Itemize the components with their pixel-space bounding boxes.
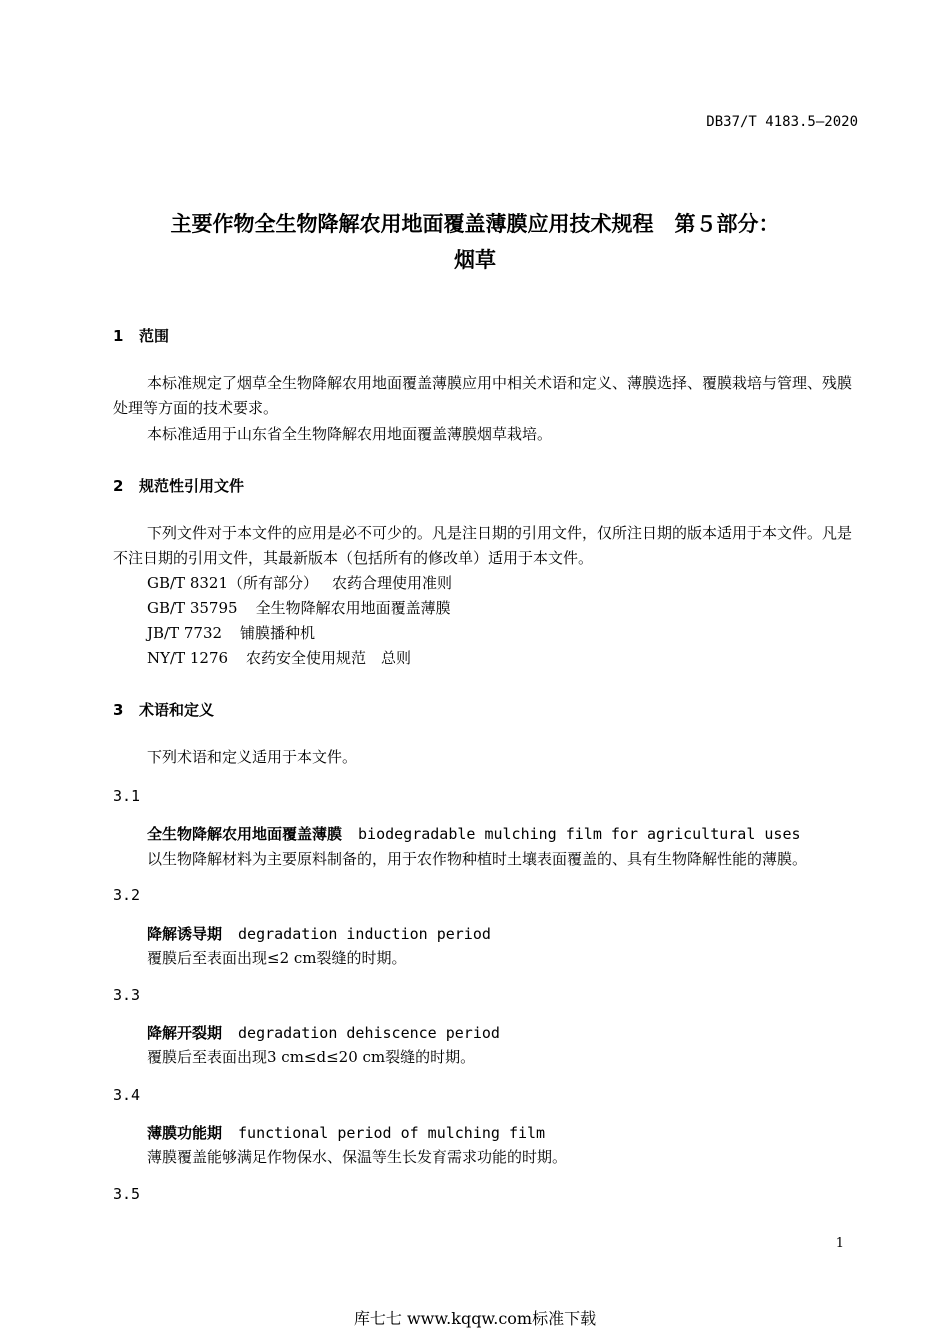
- reference-title: 全生物降解农用地面覆盖薄膜: [255, 599, 451, 617]
- term-number: 3.4: [113, 1086, 141, 1104]
- term-number: 3.2: [113, 886, 141, 904]
- reference-code: GB/T 8321（所有部分）: [147, 574, 319, 592]
- page-number: 1: [835, 1236, 844, 1251]
- term-zh: 降解诱导期: [147, 925, 223, 943]
- paragraph: 本标准规定了烟草全生物降解农用地面覆盖薄膜应用中相关术语和定义、薄膜选择、覆膜栽培与管理、残膜处理等方面的技术要求。: [113, 374, 853, 417]
- term-en: functional period of mulching film: [238, 1124, 546, 1142]
- term-definition: 覆膜后至表面出现≤2 cm裂缝的时期。: [147, 949, 407, 967]
- section-title: 规范性引用文件: [139, 477, 245, 495]
- section-3-heading: [113, 699, 214, 720]
- paragraph: 下列文件对于本文件的应用是必不可少的。凡是注日期的引用文件，仅所注日期的版本适用于本文件。凡是不注日期的引用文件，其最新版本（包括所有的修改单）适用于本文件。: [113, 524, 853, 567]
- term-en: degradation induction period: [238, 925, 491, 943]
- reference-item: [147, 596, 451, 621]
- section-title: 范围: [139, 327, 170, 345]
- paragraph: 下列术语和定义适用于本文件。: [147, 748, 358, 766]
- section-number: 2: [113, 477, 124, 495]
- footer-watermark: 库七七 www.kqqw.com标准下载: [353, 1309, 597, 1328]
- reference-title: 铺膜播种机: [240, 624, 316, 642]
- term-number: 3.1: [113, 787, 141, 805]
- section-2-heading: [113, 475, 244, 496]
- term-zh: 降解开裂期: [147, 1024, 223, 1042]
- term-heading: [147, 1122, 545, 1143]
- term-zh: 薄膜功能期: [147, 1124, 223, 1142]
- reference-title: 农药合理使用准则: [332, 574, 453, 592]
- reference-item: [147, 621, 315, 646]
- title-line-1: 主要作物全生物降解农用地面覆盖薄膜应用技术规程 第５部分：: [170, 212, 780, 236]
- reference-code: NY/T 1276: [147, 649, 229, 667]
- reference-code: JB/T 7732: [147, 624, 223, 642]
- term-definition: 以生物降解材料为主要原料制备的，用于农作物种植时土壤表面覆盖的、具有生物降解性能的薄膜。: [147, 850, 808, 868]
- section-number: 1: [113, 327, 124, 345]
- page-title: [60, 206, 890, 278]
- term-definition: 覆膜后至表面出现3 cm≤d≤20 cm裂缝的时期。: [147, 1048, 476, 1066]
- term-number: 3.3: [113, 986, 141, 1004]
- reference-title: 农药安全使用规范 总则: [246, 649, 412, 667]
- term-en: degradation dehiscence period: [238, 1024, 500, 1042]
- term-heading: [147, 823, 801, 844]
- reference-item: [147, 646, 411, 671]
- reference-item: [147, 571, 452, 596]
- term-heading: [147, 1022, 500, 1043]
- term-number: 3.5: [113, 1185, 141, 1203]
- paragraph: 本标准适用于山东省全生物降解农用地面覆盖薄膜烟草栽培。: [147, 425, 553, 443]
- section-number: 3: [113, 701, 124, 719]
- document-code: DB37/T 4183.5—2020: [706, 114, 858, 130]
- reference-code: GB/T 35795: [147, 599, 238, 617]
- section-1-heading: [113, 325, 169, 346]
- term-definition: 薄膜覆盖能够满足作物保水、保温等生长发育需求功能的时期。: [147, 1148, 568, 1166]
- term-en: biodegradable mulching film for agricultural uses: [358, 825, 801, 843]
- title-line-2: 烟草: [454, 248, 496, 272]
- term-zh: 全生物降解农用地面覆盖薄膜: [147, 825, 343, 843]
- section-title: 术语和定义: [139, 701, 215, 719]
- term-heading: [147, 923, 491, 944]
